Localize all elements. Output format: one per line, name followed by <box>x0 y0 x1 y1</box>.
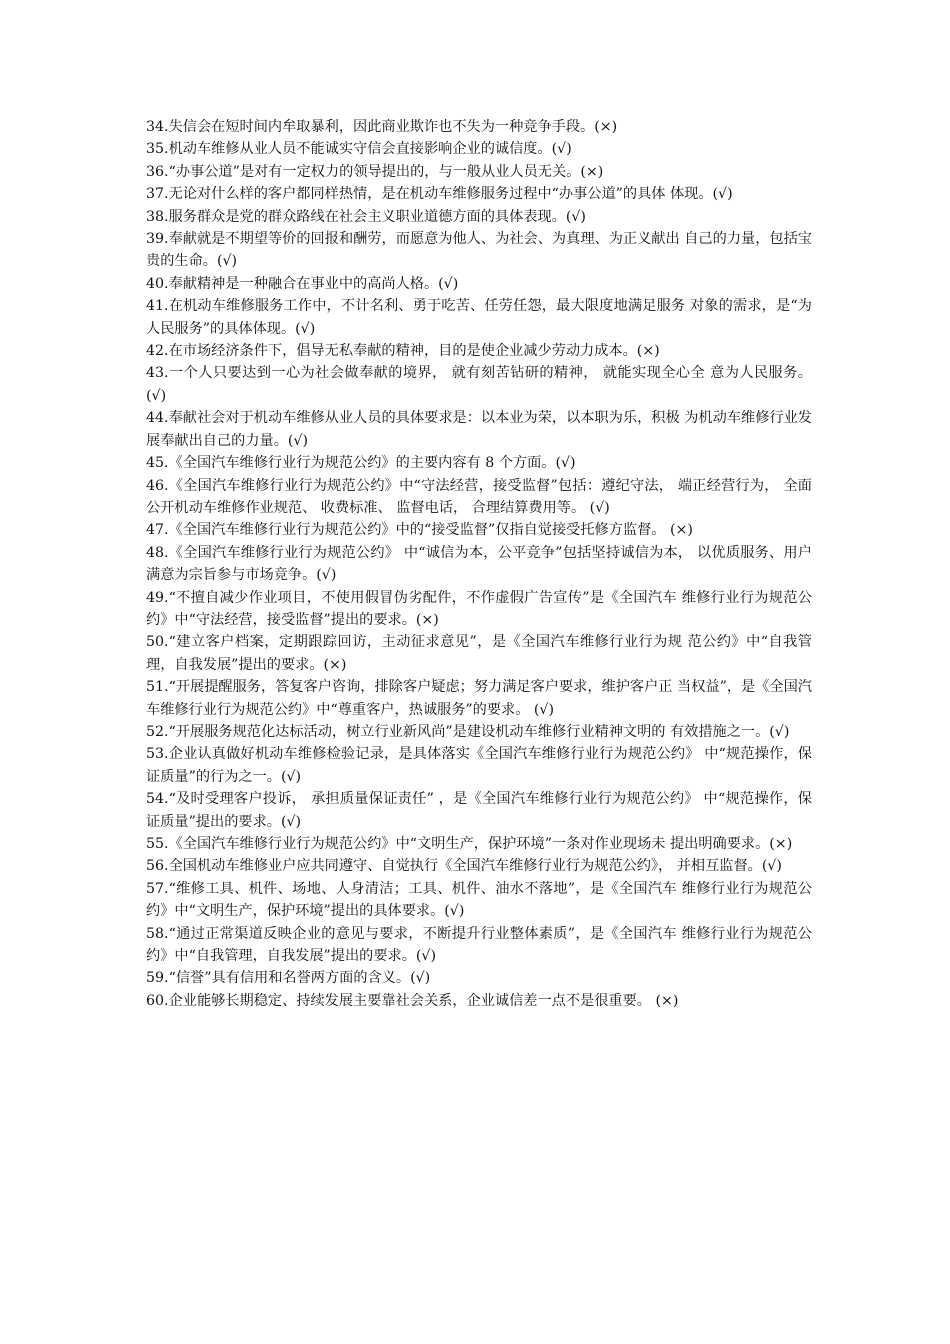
question-59: 59.“信誉”具有信用和名誉两方面的含义。(√) <box>146 970 431 987</box>
question-58: 58.“通过正常渠道反映企业的意见与要求，不断提升行业整体素质”，是《全国汽车 维修行业行为规范公约》中“自我管理，自我发展”提出的要求。(√) <box>146 925 812 965</box>
question-60: 60.企业能够长期稳定、持续发展主要靠社会关系，企业诚信差一点不是很重要。 (×) <box>146 992 679 1009</box>
question-41: 41.在机动车维修服务工作中，不计名利、勇于吃苦、任劳任怨，最大限度地满足服务 对象的需求，是“为人民服务”的具体体现。(√) <box>146 298 812 337</box>
question-47: 47.《全国汽车维修行业行为规范公约》中的“接受监督”仅指自觉接受托修方监督。 (×) <box>146 522 693 539</box>
question-46: 46.《全国汽车维修行业行为规范公约》中“守法经营，接受监督”包括：遵纪守法， 端正经营行为， 全面公开机动车维修作业规范、 收费标准、 监督电话， 合理结算费用等。 (√) <box>146 477 812 516</box>
question-57: 57.“维修工具、机件、场地、人身清洁；工具、机件、油水不落地”，是《全国汽车 维修行业行为规范公约》中“文明生产，保护环境”提出的具体要求。(√) <box>146 880 812 920</box>
question-39: 39.奉献就是不期望等价的回报和酬劳，而愿意为他人、为社会、为真理、为正义献出 自己的力量，包括宝贵的生命。(√) <box>146 231 812 270</box>
document-page <box>146 116 812 1012</box>
question-51: 51.“开展提醒服务，答复客户咨询，排除客户疑虑；努力满足客户要求，维护客户正 当权益”，是《全国汽车维修行业行为规范公约》中“尊重客户，热诚服务”的要求。 (√) <box>146 679 812 718</box>
question-40: 40.奉献精神是一种融合在事业中的高尚人格。(√) <box>146 275 459 292</box>
question-36: 36.“办事公道”是对有一定权力的领导提出的，与一般从业人员无关。(×) <box>146 163 604 180</box>
question-54: 54.“及时受理客户投诉， 承担质量保证责任” ，是《全国汽车维修行业行为规范公约》 中“规范操作，保证质量”提出的要求。(√) <box>146 791 812 830</box>
question-49: 49.“不擅自减少作业项目，不使用假冒伪劣配件，不作虚假广告宣传”是《全国汽车 维修行业行为规范公约》中“守法经营，接受监督”提出的要求。(×) <box>146 589 812 628</box>
question-50: 50.“建立客户档案，定期跟踪回访，主动征求意见”，是《全国汽车维修行业行为规 范公约》中“自我管理，自我发展”提出的要求。(×) <box>146 634 812 673</box>
question-52: 52.“开展服务规范化达标活动，树立行业新风尚”是建设机动车维修行业精神文明的 有效措施之一。(√) <box>146 723 790 740</box>
question-35: 35.机动车维修从业人员不能诚实守信会直接影响企业的诚信度。(√) <box>146 141 572 158</box>
question-38: 38.服务群众是党的群众路线在社会主义职业道德方面的具体表现。(√) <box>146 208 586 225</box>
question-43: 43.一个人只要达到一心为社会做奉献的境界， 就有刻苦钻研的精神， 就能实现全心全 意为人民服务。(√) <box>146 365 812 404</box>
question-53: 53.企业认真做好机动车维修检验记录，是具体落实《全国汽车维修行业行为规范公约》 中“规范操作，保证质量”的行为之一。(√) <box>146 746 812 785</box>
question-48: 48.《全国汽车维修行业行为规范公约》 中“诚信为本，公平竞争”包括坚持诚信为本， 以优质服务、用户满意为宗旨参与市场竞争。(√) <box>146 544 812 584</box>
question-37: 37.无论对什么样的客户都同样热情，是在机动车维修服务过程中“办事公道”的具体 体现。(√) <box>146 186 733 203</box>
question-45: 45.《全国汽车维修行业行为规范公约》的主要内容有 8 个方面。(√) <box>146 455 576 472</box>
question-56: 56.全国机动车维修业户应共同遵守、自觉执行《全国汽车维修行业行为规范公约》， 并相互监督。(√) <box>146 858 782 875</box>
question-42: 42.在市场经济条件下，倡导无私奉献的精神，目的是使企业减少劳动力成本。(×) <box>146 343 660 360</box>
question-55: 55.《全国汽车维修行业行为规范公约》中“文明生产，保护环境”一条对作业现场未 提出明确要求。(×) <box>146 836 793 852</box>
question-44: 44.奉献社会对于机动车维修从业人员的具体要求是：以本业为荣，以本职为乐，积极 为机动车维修行业发展奉献出自己的力量。(√) <box>146 410 812 449</box>
question-34: 34.失信会在短时间内牟取暴利，因此商业欺诈也不失为一种竞争手段。(×) <box>146 119 618 135</box>
